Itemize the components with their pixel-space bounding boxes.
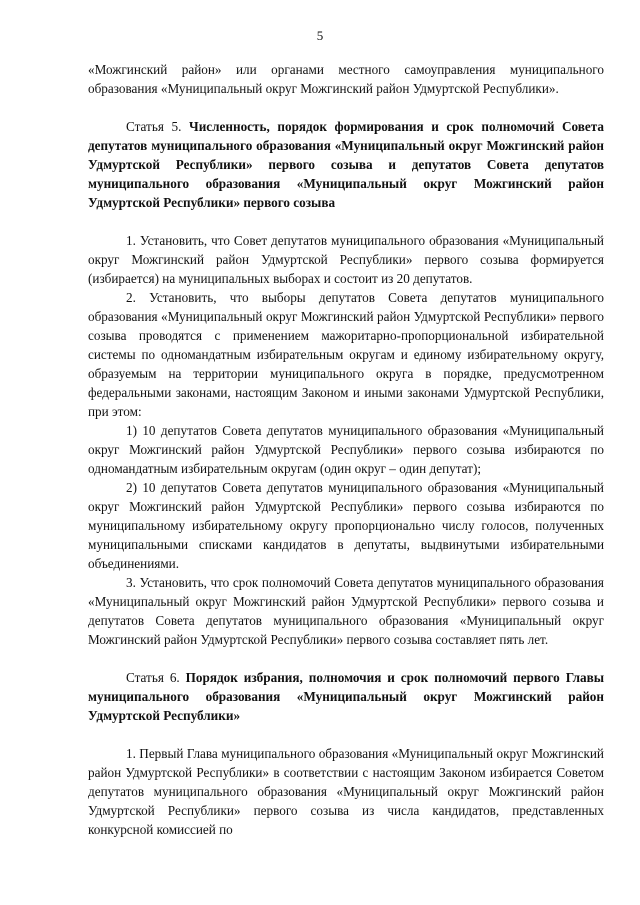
article-6-heading xyxy=(88,668,604,725)
article-5-paragraph-3: 3. Установить, что срок полномочий Совета депутатов муниципального образования «Муниципальный округ Можгинский район Удмуртской Республики» первого созыва и депутатов Совета депутатов муниципального образования «Муниципальный округ Можгинский район Удмуртской Республики» первого созыва составляет пять лет. xyxy=(88,575,604,647)
paragraph-continuation: «Можгинский район» или органами местного самоуправления муниципального образования «Муниципальный округ Можгинский район Удмуртской Республики». xyxy=(88,62,604,96)
spacer xyxy=(88,649,604,668)
article-5-paragraph-1: 1. Установить, что Совет депутатов муниципального образования «Муниципальный округ Можгинский район Удмуртской Республики» первого созыва формируется (избирается) на муниципальных выборах и состоит из 20 депутатов. xyxy=(88,233,604,286)
article-6-number: Статья 6. xyxy=(126,670,180,685)
article-5-number: Статья 5. xyxy=(126,119,182,134)
document-body xyxy=(88,60,604,839)
spacer xyxy=(88,725,604,744)
spacer xyxy=(88,98,604,117)
article-5-heading xyxy=(88,117,604,212)
article-5-subitem-1: 1) 10 депутатов Совета депутатов муниципального образования «Муниципальный округ Можгинский район Удмуртской Республики» первого созыва избираются по одномандатным избирательным округам (один округ – один депутат); xyxy=(88,423,604,476)
spacer xyxy=(88,212,604,231)
article-6-title: Порядок избрания, полномочия и срок полномочий первого Главы муниципального образования «Муниципальный округ Можгинский район Удмуртской Республики» xyxy=(88,670,605,723)
article-5-title: Численность, порядок формирования и срок полномочий Совета депутатов муниципального образования «Муниципальный округ Можгинский район Удмуртской Республики» первого созыва и депутатов Совета депутатов муниципального образования «Муниципальный округ Можгинский район Удмуртской Республики» первого созыва xyxy=(88,119,605,210)
article-5-paragraph-2: 2. Установить, что выборы депутатов Совета депутатов муниципального образования «Муниципальный округ Можгинский район Удмуртской Республики» первого созыва проводятся с применением мажоритарно-пропорциональной избирательной системы по одномандатным избирательным округам и единому избирательному округу, образуемым на территории муниципального округа в порядке, предусмотренном федеральными законами, настоящим Законом и иными законами Удмуртской Республики, при этом: xyxy=(88,290,604,419)
article-5-subitem-2: 2) 10 депутатов Совета депутатов муниципального образования «Муниципальный округ Можгинский район Удмуртской Республики» первого созыва избираются по муниципальному избирательному округу пропорционально числу голосов, полученных муниципальными списками кандидатов в депутаты, выдвинутыми избирательными объединениями. xyxy=(88,480,604,571)
article-6-paragraph-1: 1. Первый Глава муниципального образования «Муниципальный округ Можгинский район Удмуртской Республики» в соответствии с настоящим Законом избирается Советом депутатов муниципального образования «Муниципальный округ Можгинский район Удмуртской Республики» первого созыва из числа кандидатов, представленных конкурсной комиссией по xyxy=(88,746,604,837)
page-number: 5 xyxy=(316,28,324,43)
